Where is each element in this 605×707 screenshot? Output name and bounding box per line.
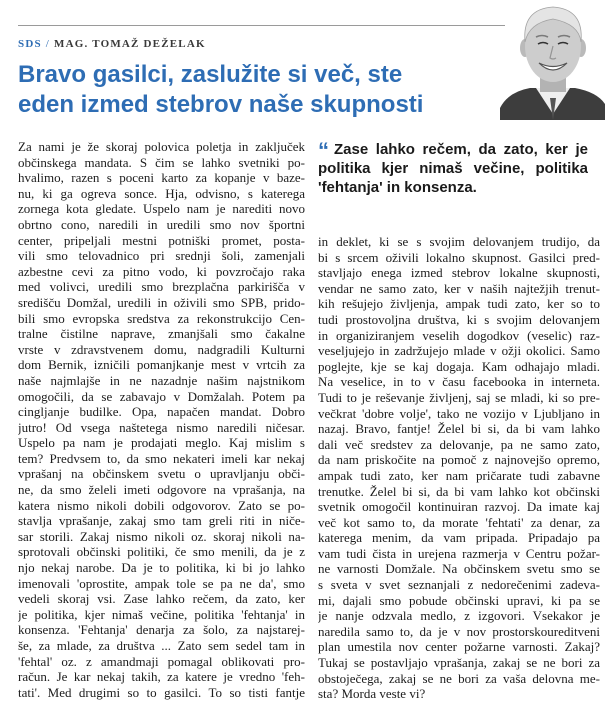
body-text-line: svetnik omogočil kontinuiran razvoj. Da imate kaj (318, 499, 600, 515)
pull-quote-line: 'fehtanja' in konsenza. (318, 179, 477, 196)
body-text-line: središču Domžal, uredili in oživili smo SPB, prido- (18, 294, 305, 310)
byline (18, 37, 206, 51)
body-text-line: ne, da smo želeli imeti odgovore na vprašanja, na (18, 482, 305, 498)
party-label: SDS (18, 38, 42, 50)
body-text-line: sta? Morda veste vi? (318, 686, 426, 702)
author-name: MAG. TOMAŽ DEŽELAK (54, 38, 206, 50)
body-text-line: katerega menim, da vam pripada. Pripadajo pa (318, 530, 600, 546)
body-text-line: Tukaj se postavljajo vprašanja, zakaj se ne bori za (318, 655, 600, 671)
body-text-line: mi, dajali smo pobude občinski upravi, ki pa se (318, 592, 600, 608)
body-text-line: tudi prostovoljna društva, ki s svojim delovanjem (318, 311, 600, 327)
body-text-line: vili smo telovadnico pri srednji šoli, zamenjali (18, 248, 305, 264)
body-text-line: je nanje odzvala medlo, z izgovori. Vsekakor je (318, 608, 600, 624)
body-left-column (18, 139, 305, 700)
body-text-line: cingljanje budilke. Opa, napačen mandat. Dobro (18, 404, 305, 420)
body-text-line: sprotovali občinski politiki, če smo menili, da je z (18, 544, 305, 560)
byline-separator: / (45, 38, 51, 50)
title-line: eden izmed stebrov naše skupnosti (18, 91, 424, 118)
body-text-line: vam tudi čista in urejena razmerja v Centru požar- (318, 545, 600, 561)
body-text-line: vrste v zdravstvenem domu, nadgradili Kulturni (18, 341, 305, 357)
body-text-line: s sveta v svet seznanjali z nedorečenimi zadeva- (318, 577, 600, 593)
body-text-line: tralne čistilne naprave, zmanjšali smo čakalne (18, 326, 305, 342)
body-text-line: poglejte, kje se kaj dogaja. Kam odhajajo mladi. (318, 358, 600, 374)
body-text-line: račun. Je kar nekaj takih, za katere je vredno 'feh- (18, 669, 305, 685)
body-text-line: kih rešujejo življenja, ampak tudi zato, ker so to (318, 296, 600, 312)
body-text-line: ampak tudi zato, ker nam pričarate tudi zabavne (318, 467, 600, 483)
pull-quote-line (318, 140, 588, 159)
body-text-line: hvalimo, razen s poceni karto za kopanje v baze- (18, 170, 305, 186)
body-text-line: je politika, kjer nimaš večine, politika 'fehtanja' in (18, 606, 305, 622)
body-text-line: Za nami je že skoraj polovica poletja in zaključek (18, 139, 305, 154)
pull-quote-line: politika kjer nimaš večine, politika (318, 160, 588, 177)
body-text-line: nu, ki ga ogreva sonce. Hja, odvisno, s katerega (18, 185, 305, 201)
body-text-line: bi s srcem oživili lokalno skupnost. Gasilci pred- (318, 249, 600, 265)
quote-mark-icon: “ (318, 140, 329, 159)
body-text-line: imenovali 'oprostite, ampak tole se pa ne da', smo (18, 575, 305, 591)
body-text-line: njo nekaj narobe. Da je to politika, ki bi jo lahko (18, 560, 305, 576)
body-text-line: vendar ne samo zato, ker v naših najtežjih trenut- (318, 280, 600, 296)
body-text-line: tati'. Med drugimi so to gasilci. To so tisti fantje (18, 684, 305, 700)
body-text-line: 'fehtal' oz. z amandmaji pomagal oblikovati pro- (18, 653, 305, 669)
body-text-line: naše najmlajše in ne nazadnje našim najstnikom (18, 372, 305, 388)
author-photo (500, 0, 605, 120)
body-text-line: vedeli skoraj vsi. Zase lahko rečem, da zato, ker (18, 591, 305, 607)
body-text-line: jutro! Od vsega naštetega nismo naredili ničesar. (18, 419, 305, 435)
body-text-line: nazaj. Bravo, fantje! Želel bi si, da bi vam lahko (318, 421, 600, 437)
article-title (18, 60, 488, 120)
body-text-line: center, pripeljali mestni potniški promet, posta- (18, 232, 305, 248)
body-text-line: Uspelo pa nam je prodajati meglo. Kaj mislim s (18, 435, 305, 451)
pull-quote (318, 140, 588, 197)
body-text-line: med volivci, uredili smo brezplačna parkirišča v (18, 279, 305, 295)
body-text-line: stavljajo enega izmed stebrov lokalne skupnosti, (318, 265, 600, 281)
body-text-line: ne varnosti Domžale. Na občinskem svetu smo se (318, 561, 600, 577)
body-text-line: naredila samo to, da je v nov prostorskoureditveni (318, 623, 600, 639)
body-right-column (318, 234, 600, 702)
top-rule (18, 25, 505, 26)
body-text-line: Tudi to je reševanje življenj, saj se mladi, ki so pre- (318, 389, 600, 405)
body-text-line: azbestne cevi za pitno vodo, ki povzročajo raka (18, 263, 305, 279)
body-text-line: obstoječega, zakaj se ne bori za vaša delovna me- (318, 670, 600, 686)
body-text-line: večkrat 'dobre volje', tako ne vozijo v Ljubljano in (318, 405, 600, 421)
body-text-line: dali več sredstev za delovanje, pa ne samo zato, (318, 436, 600, 452)
body-text-line: in organiziranjem veselih dogodkov (veselic) raz- (318, 327, 600, 343)
pull-quote-text: Zase lahko rečem, da zato, ker je (334, 141, 588, 158)
body-text-line: sar storili. Zakaj nismo nikoli oz. skoraj nikoli na- (18, 528, 305, 544)
body-text-line: obrtno cono, naredili in uredili smo nov športni (18, 216, 305, 232)
body-text-line: bili smo evropska sredstva za rekonstrukcijo Cen- (18, 310, 305, 326)
body-text-line: konsenza. 'Fehtanja' denarja za šolo, za najstarej- (18, 622, 305, 638)
title-line: Bravo gasilci, zaslužite si več, ste (18, 61, 403, 88)
body-text-line: Na veselice, in to v času facebooka in interneta. (318, 374, 600, 390)
body-text-line: še, za mlade, za društva ... Zato sem sedel tam in (18, 638, 305, 653)
body-text-line: plan umestila nov center požarne varnosti. Zakaj? (318, 639, 600, 655)
body-text-line: stavlja vprašanje, zakaj smo tam greli riti in niče- (18, 513, 305, 529)
body-text-line: vprašanj na občinskem svetu o upravljanju obči- (18, 466, 305, 482)
body-text-line: tem? Predvsem to, da smo nekateri imeli kar nekaj (18, 450, 305, 466)
body-text-line: da nam priskočite na pomoč z najnovejšo opremo, (318, 452, 600, 468)
body-text-line: dom Bernik, izničili pomanjkanje mest v vrtcih za (18, 357, 305, 373)
author-portrait (500, 0, 605, 120)
body-text-line: občinskega mandata. S čim se lahko svetniki po- (18, 154, 305, 170)
body-text-line: trenutke. Želel bi si, da bi vam lahko kot občinski (318, 483, 600, 499)
body-text-line: in deklet, ki se s svojim delovanjem trudijo, da (318, 234, 600, 249)
body-text-line: omogočili, da se zabavajo v Domžalah. Potem pa (18, 388, 305, 404)
body-text-line: veseljujejo in zadržujejo mlade v ožji okolici. Samo (318, 343, 600, 359)
body-text-line: zornega kota gledate. Uspelo nam je narediti novo (18, 201, 305, 217)
body-text-line: več kot samo to, da morate 'fehtati' za denar, za (318, 514, 600, 530)
body-text-line: katera nismo nikoli dobili odgovorov. Zato se po- (18, 497, 305, 513)
